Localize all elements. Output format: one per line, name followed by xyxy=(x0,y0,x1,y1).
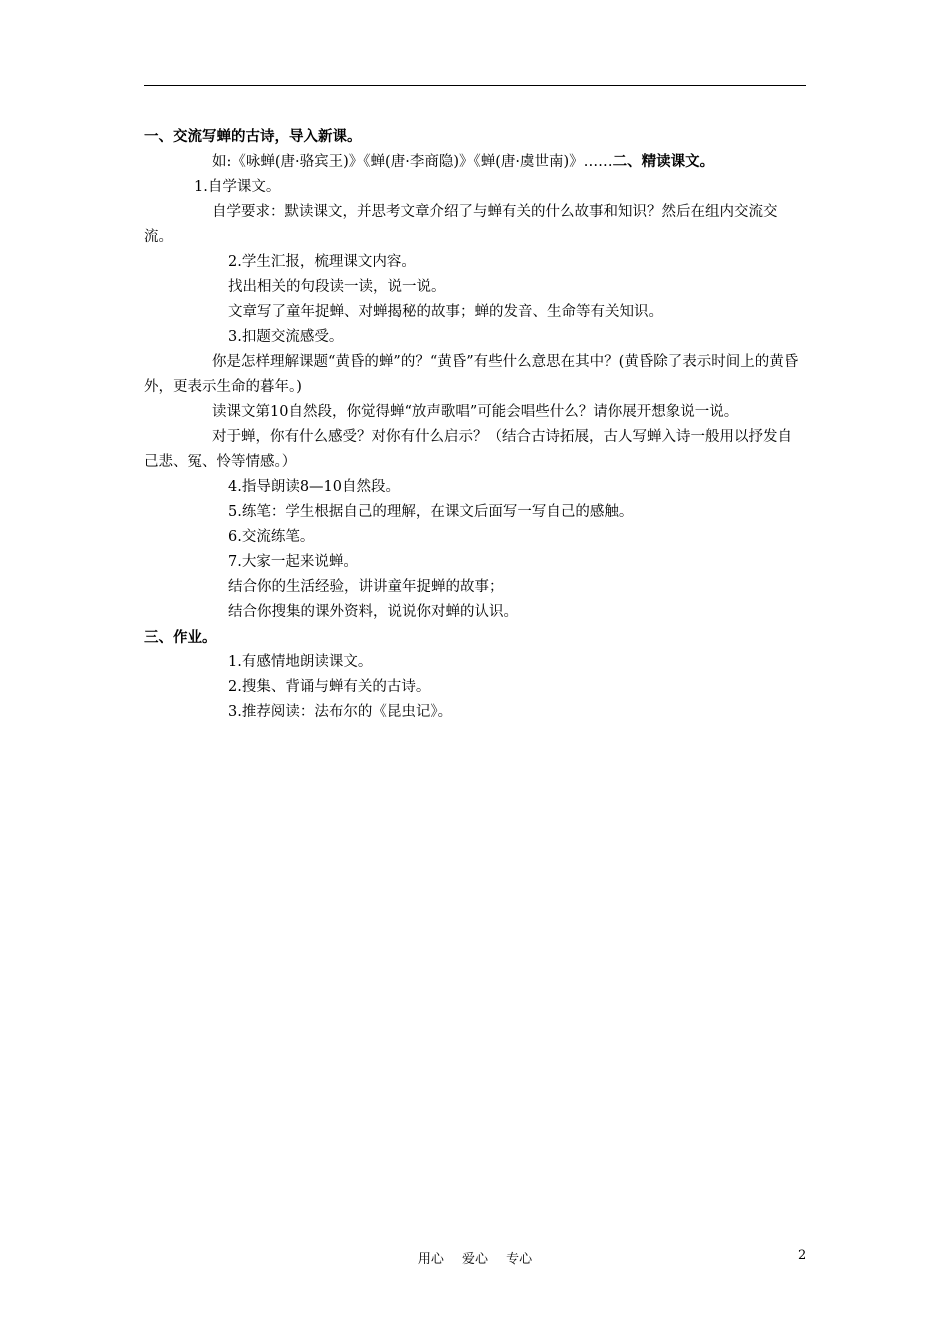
step-3: 3.扣题交流感受。 xyxy=(228,329,344,345)
document-body xyxy=(144,124,806,725)
section-1-heading: 一、交流写蝉的古诗，导入新课。 xyxy=(144,128,362,145)
homework-1: 1.有感情地朗读课文。 xyxy=(228,654,373,670)
page-number: 2 xyxy=(798,1248,807,1263)
step-3-question-3: 对于蝉，你有什么感受？对你有什么启示？（结合古诗拓展，古人写蝉入诗一般用以抒发自己悲、冤、怜等情感。） xyxy=(144,429,792,470)
section-2-heading: 二、精读课文。 xyxy=(612,153,715,170)
step-6: 6.交流练笔。 xyxy=(228,529,315,545)
homework-3: 3.推荐阅读：法布尔的《昆虫记》。 xyxy=(228,704,453,720)
footer-motto: 用心 爱心 专心 xyxy=(417,1252,533,1267)
step-5: 5.练笔：学生根据自己的理解，在课文后面写一写自己的感触。 xyxy=(228,504,634,520)
homework-2: 2.搜集、背诵与蝉有关的古诗。 xyxy=(228,679,431,695)
poems-list: 如:《咏蝉(唐·骆宾王)》《蝉(唐·李商隐)》《蝉(唐·虞世南)》…… xyxy=(212,154,613,170)
step-3-question-2: 读课文第10自然段，你觉得蝉“放声歌唱”可能会唱些什么？请你展开想象说一说。 xyxy=(212,404,739,420)
step-2-summary: 文章写了童年捉蝉、对蝉揭秘的故事；蝉的发音、生命等有关知识。 xyxy=(228,304,663,320)
step-7-item-1: 结合你的生活经验，讲讲童年捉蝉的故事； xyxy=(228,579,504,595)
header-rule xyxy=(144,85,806,86)
step-7: 7.大家一起来说蝉。 xyxy=(228,554,358,570)
step-7-item-2: 结合你搜集的课外资料，说说你对蝉的认识。 xyxy=(228,604,518,620)
section-3-heading: 三、作业。 xyxy=(144,629,217,646)
page-footer xyxy=(0,1248,950,1268)
step-4: 4.指导朗读8—10自然段。 xyxy=(228,479,401,495)
step-1-requirement: 自学要求：默读课文，并思考文章介绍了与蝉有关的什么故事和知识？然后在组内交流交流。 xyxy=(144,204,778,245)
step-1: 1.自学课文。 xyxy=(194,179,281,195)
step-2-activity: 找出相关的句段读一读，说一说。 xyxy=(228,279,446,295)
step-2: 2.学生汇报，梳理课文内容。 xyxy=(228,254,416,270)
step-3-question-1: 你是怎样理解课题“黄昏的蝉”的？“黄昏”有些什么意思在其中？(黄昏除了表示时间上的黄昏外，更表示生命的暮年。) xyxy=(144,354,799,395)
poems-line xyxy=(144,149,806,175)
